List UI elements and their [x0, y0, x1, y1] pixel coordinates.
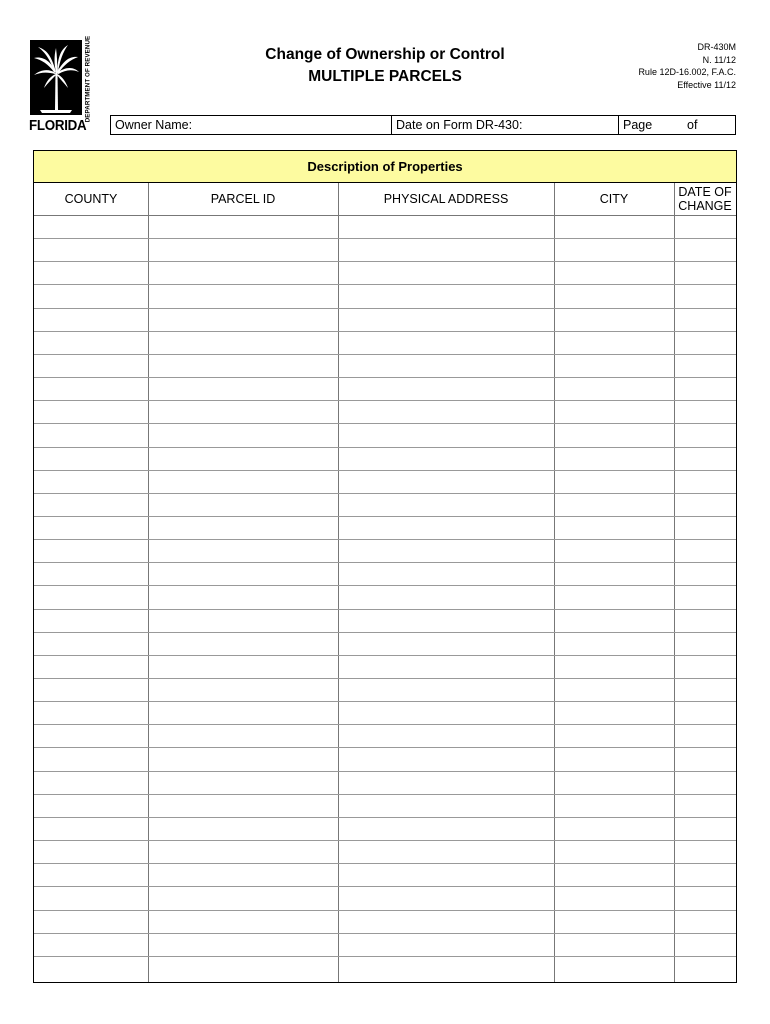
logo-florida-wordmark: FLORIDA [29, 118, 87, 134]
form-identifier [638, 41, 736, 91]
table-row[interactable] [34, 633, 736, 655]
table-row[interactable] [34, 401, 736, 423]
column-header-parcel-id: PARCEL ID [210, 192, 276, 206]
owner-name-label: Owner Name: [115, 118, 193, 132]
form-title-line2: MULTIPLE PARCELS [308, 68, 462, 85]
table-row[interactable] [34, 332, 736, 354]
column-header-date-of-change: DATE OF CHANGE [678, 185, 732, 213]
form-effective: Effective 11/12 [677, 79, 736, 90]
owner-info-row [110, 115, 736, 135]
date-on-form-label: Date on Form DR-430: [396, 118, 523, 132]
table-row[interactable] [34, 355, 736, 377]
column-header-physical-address: PHYSICAL ADDRESS [383, 192, 509, 206]
table-row[interactable] [34, 679, 736, 701]
logo-department-text: DEPARTMENT OF REVENUE [84, 35, 92, 122]
table-row[interactable] [34, 957, 736, 979]
table-row[interactable] [34, 841, 736, 863]
table-row[interactable] [34, 795, 736, 817]
table-row[interactable] [34, 656, 736, 678]
table-row[interactable] [34, 216, 736, 238]
palm-tree-icon [30, 40, 82, 115]
table-row[interactable] [34, 563, 736, 585]
table-row[interactable] [34, 378, 736, 400]
table-row[interactable] [34, 702, 736, 724]
page-label: Page [623, 118, 653, 132]
form-rule: Rule 12D-16.002, F.A.C. [638, 67, 736, 77]
table-row[interactable] [34, 262, 736, 284]
table-row[interactable] [34, 725, 736, 747]
table-row[interactable] [34, 864, 736, 886]
table-row[interactable] [34, 239, 736, 261]
table-row[interactable] [34, 748, 736, 770]
form-title-line1: Change of Ownership or Control [265, 46, 505, 63]
table-row[interactable] [34, 772, 736, 794]
logo-emblem [30, 40, 82, 115]
table-row[interactable] [34, 517, 736, 539]
table-row[interactable] [34, 494, 736, 516]
table-row[interactable] [34, 540, 736, 562]
florida-dor-logo [29, 35, 92, 135]
form-revision: N. 11/12 [702, 54, 736, 65]
table-row[interactable] [34, 934, 736, 956]
table-row[interactable] [34, 424, 736, 446]
table-row[interactable] [34, 471, 736, 493]
page-number-field[interactable] [619, 116, 735, 134]
column-header-city: CITY [599, 192, 629, 206]
table-row[interactable] [34, 285, 736, 307]
column-header-county: COUNTY [64, 192, 118, 206]
page-of-label: of [687, 118, 698, 132]
table-row[interactable] [34, 586, 736, 608]
properties-table [33, 150, 737, 983]
table-row[interactable] [34, 911, 736, 933]
owner-name-field[interactable] [111, 116, 392, 134]
date-on-form-field[interactable] [392, 116, 619, 134]
column-header-row [34, 183, 736, 215]
table-row[interactable] [34, 610, 736, 632]
form-title [220, 44, 550, 88]
table-row[interactable] [34, 818, 736, 840]
table-row[interactable] [34, 887, 736, 909]
table-row[interactable] [34, 448, 736, 470]
properties-table-title: Description of Properties [34, 151, 736, 183]
form-number: DR-430M [697, 42, 736, 52]
table-row[interactable] [34, 309, 736, 331]
